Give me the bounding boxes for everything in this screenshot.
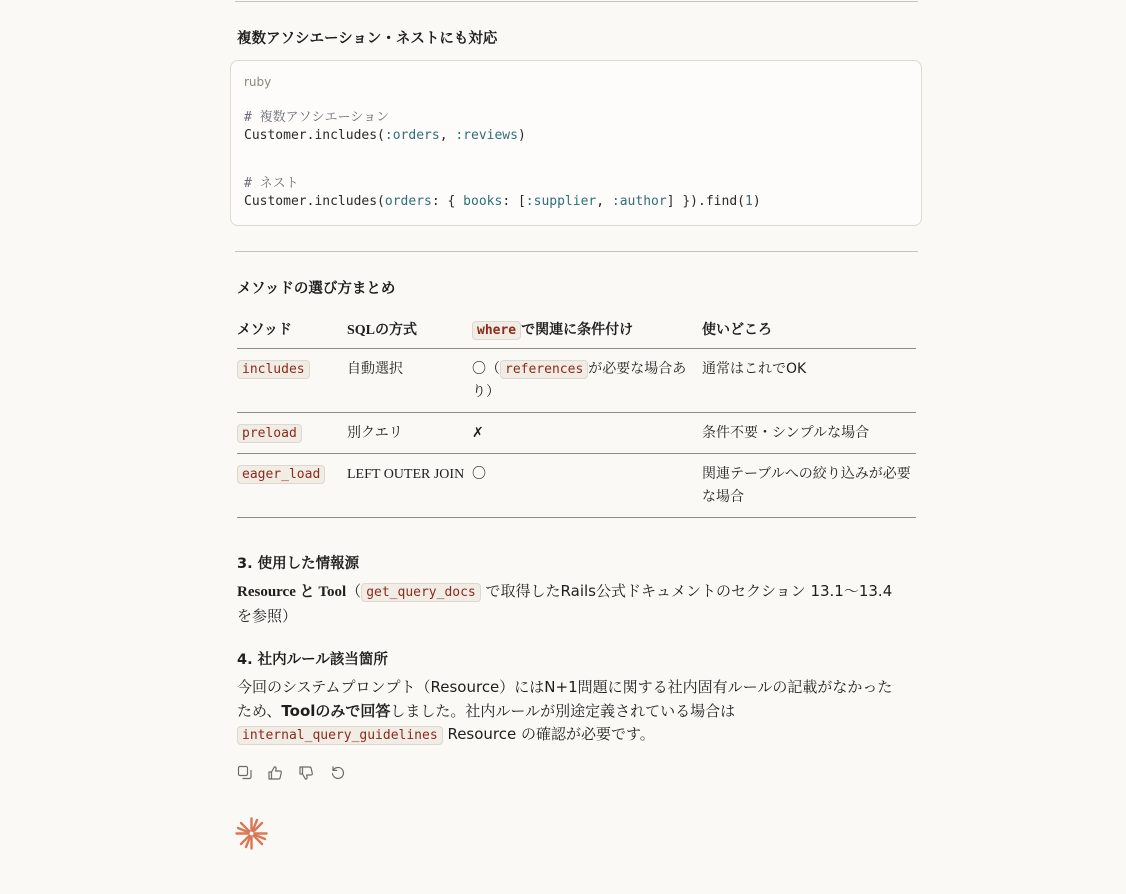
column-header-sql: SQLの方式 bbox=[347, 310, 472, 349]
code-comment: # ネスト bbox=[244, 176, 299, 191]
code-line: Customer.includes(orders: { books: [:supplier, :author] }).find(1) bbox=[244, 194, 761, 209]
section-heading-multi-association: 複数アソシエーション・ネストにも対応 bbox=[237, 31, 498, 47]
code-block[interactable] bbox=[230, 60, 922, 226]
code-comment: # 複数アソシエーション bbox=[244, 110, 390, 125]
section-heading-sources: 3. 使用した情報源 bbox=[237, 556, 360, 572]
rules-bold-text: Toolのみで回答 bbox=[281, 701, 391, 720]
method-comparison-table bbox=[237, 310, 916, 518]
cell-sql: 自動選択 bbox=[347, 349, 472, 413]
cell-usage: 条件不要・シンプルな場合 bbox=[702, 413, 916, 454]
table-row bbox=[237, 349, 916, 413]
sources-paragraph: Resource と Tool（ get_query_docs で取得したRails公式ドキュメントのセクション 13.1〜13.4 を参照） bbox=[237, 582, 893, 625]
column-header-method: メソッド bbox=[237, 310, 347, 349]
section-heading-summary: メソッドの選び方まとめ bbox=[237, 281, 396, 297]
code-language-label: ruby bbox=[244, 75, 272, 89]
inline-code: get_query_docs bbox=[361, 583, 481, 602]
divider bbox=[235, 251, 918, 252]
column-header-usage: 使いどころ bbox=[702, 310, 916, 349]
cell-usage: 通常はこれでOK bbox=[702, 349, 916, 413]
divider bbox=[235, 1, 918, 2]
column-header-where: where で関連に条件付け bbox=[472, 310, 702, 349]
cell-where: 〇（ references が必要な場合あり） bbox=[472, 349, 702, 413]
claude-logo-icon bbox=[235, 817, 268, 850]
cell-method: includes bbox=[237, 349, 347, 413]
inline-code: internal_query_guidelines bbox=[237, 726, 443, 745]
cell-where: ✗ bbox=[472, 413, 702, 454]
cell-sql: LEFT OUTER JOIN bbox=[347, 454, 472, 518]
table-row bbox=[237, 454, 916, 518]
internal-rules-paragraph: 今回のシステムプロンプト（Resource）にはN+1問題に関する社内固有ルールの記載がなかったため、Toolのみで回答しました。社内ルールが別途定義されている場合は internal_query_guidelines Resource の確認が必要です。 bbox=[237, 678, 893, 743]
cell-usage: 関連テーブルへの絞り込みが必要な場合 bbox=[702, 454, 916, 518]
cell-method: eager_load bbox=[237, 454, 347, 518]
sources-bold-text: Resource と Tool bbox=[237, 584, 347, 600]
cell-sql: 別クエリ bbox=[347, 413, 472, 454]
table-header-row bbox=[237, 310, 916, 349]
cell-where: 〇 bbox=[472, 454, 702, 518]
section-heading-internal-rules: 4. 社内ルール該当箇所 bbox=[237, 652, 388, 668]
retry-icon[interactable] bbox=[330, 765, 346, 781]
thumbs-down-icon[interactable] bbox=[298, 765, 314, 781]
code-line: Customer.includes(:orders, :reviews) bbox=[244, 128, 526, 143]
cell-method: preload bbox=[237, 413, 347, 454]
copy-icon[interactable] bbox=[237, 765, 253, 781]
table-row bbox=[237, 413, 916, 454]
thumbs-up-icon[interactable] bbox=[267, 765, 283, 781]
